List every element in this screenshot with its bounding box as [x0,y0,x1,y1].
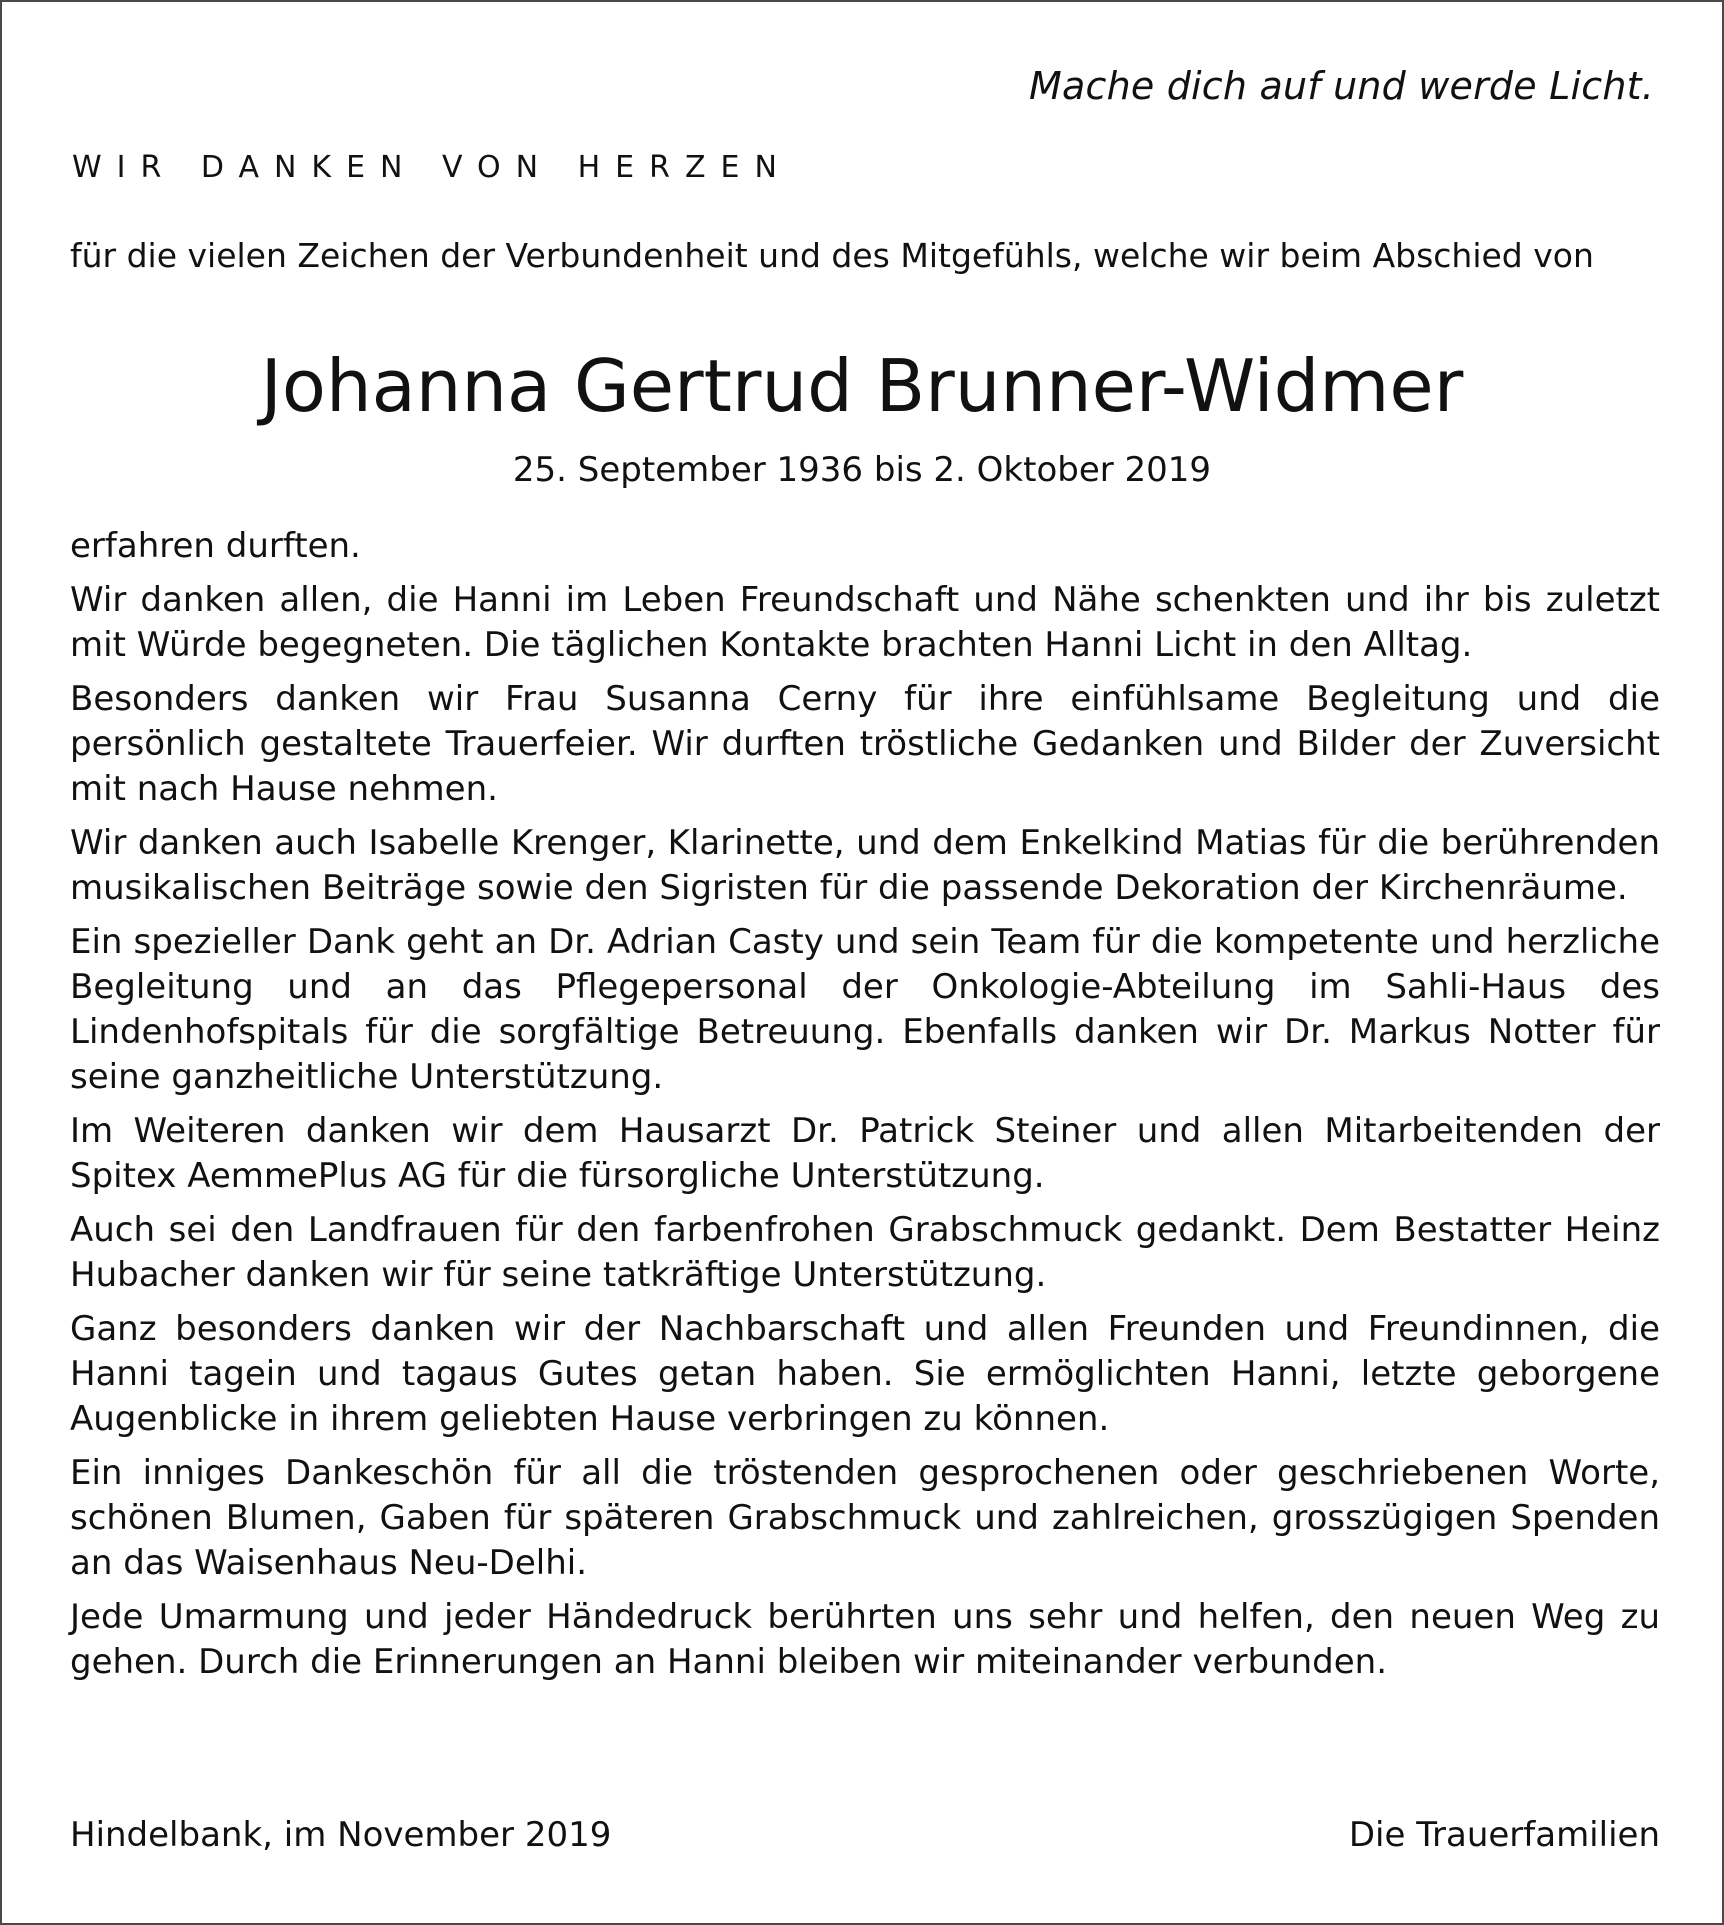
motto: Mache dich auf und werde Licht. [1029,64,1654,108]
signature: Die Trauerfamilien [1348,1815,1660,1855]
paragraph: Auch sei den Landfrauen für den farbenfrohen Grabschmuck gedankt. Dem Bestatter Heinz Hubacher danken wir für seine tatkräftige Unterstützung. [70,1210,1660,1295]
body-text [70,524,1660,1694]
paragraph: Ganz besonders danken wir der Nachbarschaft und allen Freunden und Freundinnen, die Hanni tagein und tagaus Gutes getan haben. Sie ermöglichten Hanni, letzte geborgene Augenblicke in ihrem geliebten Hause verbringen zu können. [70,1309,1660,1439]
intro-text: für die vielen Zeichen der Verbundenheit und des Mitgefühls, welche wir beim Abschied von [70,236,1594,275]
paragraph: Ein inniges Dankeschön für all die tröstenden gesprochenen oder geschriebenen Worte, schönen Blumen, Gaben für späteren Grabschmuck und zahlreichen, grosszügigen Spenden an das Waisenhaus Neu-Delhi. [70,1453,1660,1583]
paragraph: erfahren durften. [70,526,361,566]
paragraph: Jede Umarmung und jeder Händedruck berührten uns sehr und helfen, den neuen Weg zu gehen. Durch die Erinnerungen an Hanni bleiben wir miteinander verbunden. [70,1597,1660,1682]
place-date: Hindelbank, im November 2019 [70,1815,612,1855]
footer [70,1815,1660,1855]
heading: WIR DANKEN VON HERZEN [72,150,792,185]
paragraph: Ein spezieller Dank geht an Dr. Adrian Casty und sein Team für die kompetente und herzliche Begleitung und an das Pflegepersonal der Onkologie-Abteilung im Sahli-Haus des Lindenhofspitals für die sorgfältige Betreuung. Ebenfalls danken wir Dr. Markus Notter für seine ganzheitliche Unterstützung. [70,922,1660,1097]
paragraph: Im Weiteren danken wir dem Hausarzt Dr. Patrick Steiner und allen Mitarbeitenden der Spitex AemmePlus AG für die fürsorgliche Unterstützung. [70,1111,1660,1196]
paragraph: Wir danken auch Isabelle Krenger, Klarinette, und dem Enkelkind Matias für die berührenden musikalischen Beiträge sowie den Sigristen für die passende Dekoration der Kirchenräume. [70,823,1660,908]
paragraph: Besonders danken wir Frau Susanna Cerny für ihre einfühlsame Begleitung und die persönlich gestaltete Trauerfeier. Wir durften tröstliche Gedanken und Bilder der Zuversicht mit nach Hause nehmen. [70,679,1660,809]
deceased-name: Johanna Gertrud Brunner-Widmer [260,344,1464,428]
life-dates: 25. September 1936 bis 2. Oktober 2019 [512,450,1212,490]
paragraph: Wir danken allen, die Hanni im Leben Freundschaft und Nähe schenkten und ihr bis zuletzt mit Würde begegneten. Die täglichen Kontakte brachten Hanni Licht in den Alltag. [70,580,1660,665]
